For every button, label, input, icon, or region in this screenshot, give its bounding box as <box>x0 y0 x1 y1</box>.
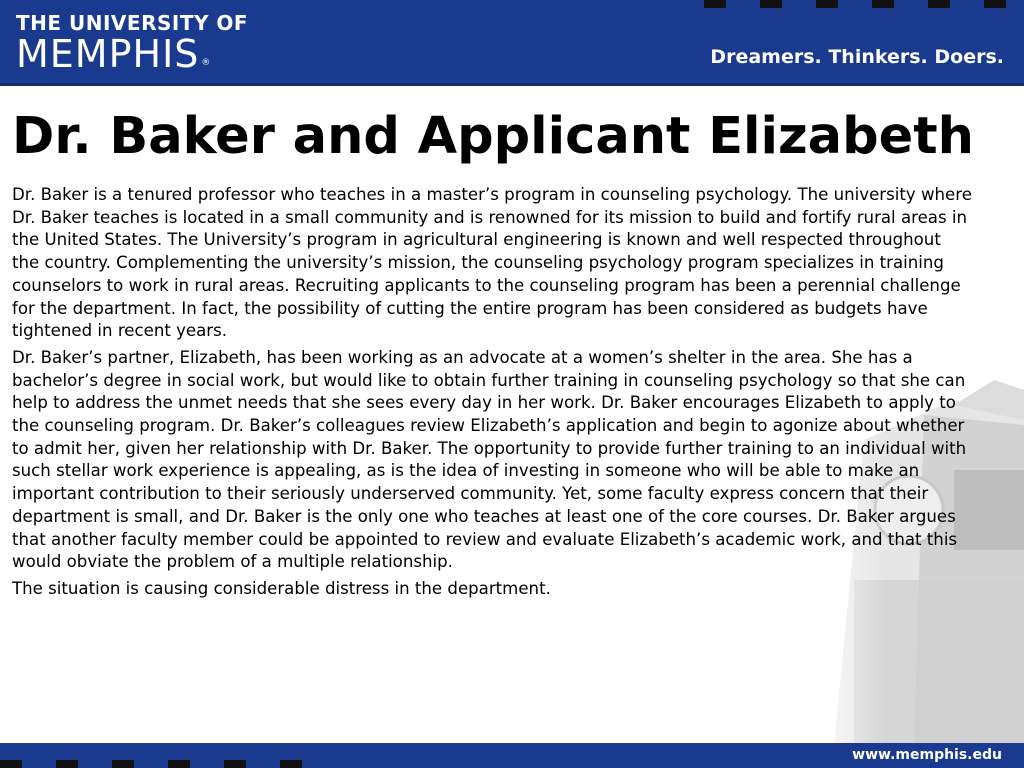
decorative-squares-bottom <box>0 760 320 768</box>
square <box>984 0 1006 8</box>
square <box>56 760 78 768</box>
square <box>0 760 22 768</box>
tagline: Dreamers. Thinkers. Doers. <box>710 46 1004 68</box>
square <box>704 0 726 8</box>
paragraph-2: Dr. Baker’s partner, Elizabeth, has been working as an advocate at a women’s shelter in the area. She has a bachelor’s degree in social work, but would like to obtain further training in counseling psychology so that she can help to address the unmet needs that she sees every day in her work. Dr. Baker encourages Elizabeth to apply to the counseling program. Dr. Baker’s colleagues review Elizabeth’s application and begin to agonize about whether to admit her, given her relationship with Dr. Baker. The opportunity to provide further training to an individual with such stellar work experience is appealing, as is the idea of investing in someone who will be able to make an important contribution to their seriously underserved community. Yet, some faculty express concern that their department is small, and Dr. Baker is the only one who teaches at least one of the core courses. Dr. Baker argues that another faculty member could be appointed to review and evaluate Elizabeth’s academic work, and that this would obviate the problem of a multiple relationship. <box>12 347 967 572</box>
square <box>112 760 134 768</box>
paragraph-3: The situation is causing considerable distress in the department. <box>12 578 551 598</box>
square <box>280 760 302 768</box>
square <box>872 0 894 8</box>
logo-wordmark: MEMPHIS <box>16 32 200 76</box>
square <box>168 760 190 768</box>
paragraph-1: Dr. Baker is a tenured professor who teaches in a master’s program in counseling psychology. The university where Dr. Baker teaches is located in a small community and is renowned for its mission to build and fortify rural areas in the United States. The University’s program in agricultural engineering is known and well respected throughout the country. Complementing the university’s mission, the counseling psychology program specializes in training counselors to work in rural areas. Recruiting applicants to the counseling program has been a perennial challenge for the department. In fact, the possibility of cutting the entire program has been considered as budgets have tightened in recent years. <box>12 185 972 341</box>
university-logo <box>16 12 248 83</box>
header-bar <box>0 0 1024 86</box>
slide-body <box>12 184 972 605</box>
square <box>224 760 246 768</box>
square <box>816 0 838 8</box>
logo-line-2 <box>16 34 248 83</box>
slide-title: Dr. Baker and Applicant Elizabeth <box>12 107 974 166</box>
registered-mark: ® <box>201 58 212 68</box>
logo-line-1: THE UNIVERSITY OF <box>16 11 249 35</box>
square <box>928 0 950 8</box>
footer-url: www.memphis.edu <box>852 747 1002 763</box>
footer-bar <box>0 743 1024 768</box>
decorative-squares-top <box>704 0 1024 8</box>
square <box>760 0 782 8</box>
